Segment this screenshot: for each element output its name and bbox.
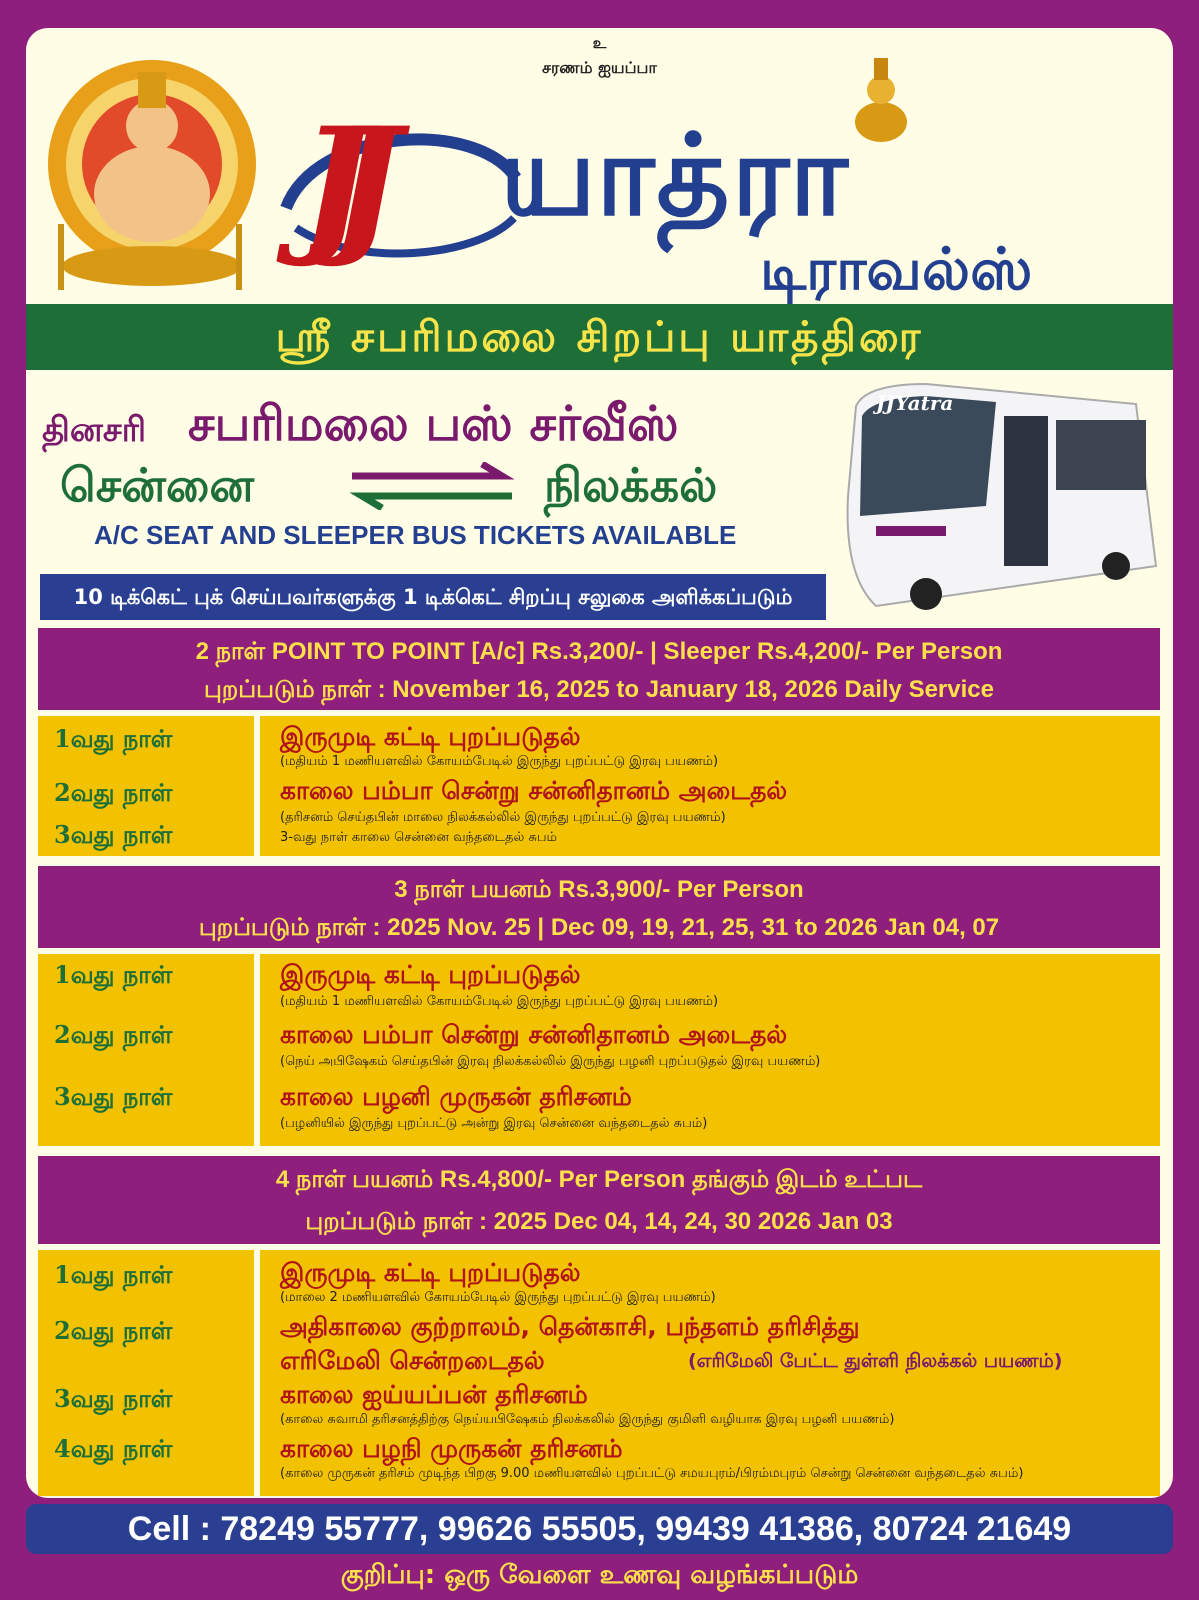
package-3-itinerary: [38, 1250, 1160, 1496]
day-label: 3வது நாள்: [54, 1384, 173, 1413]
event-title: காலை ஐய்யப்பன் தரிசனம்: [280, 1380, 588, 1409]
package-2-price: 3 நாள் பயனம் Rs.3,900/- Per Person: [394, 876, 804, 903]
package-1-itinerary: [38, 716, 1160, 856]
brand-name: யாத்ரா: [500, 111, 850, 241]
day-label: 2வது நாள்: [54, 778, 173, 807]
package-2-day-column: [38, 954, 260, 1146]
package-1-header: [38, 628, 1160, 710]
route-from: சென்னை: [60, 458, 255, 512]
day-label: 3வது நாள்: [54, 820, 173, 849]
route-to: நிலக்கல்: [544, 458, 718, 512]
day-label: 1வது நாள்: [54, 724, 173, 753]
day-label: 2வது நாள்: [54, 1020, 173, 1049]
day-label: 3வது நாள்: [54, 1082, 173, 1111]
contact-phone-numbers[interactable]: Cell : 78249 55777, 99626 55505, 99439 41386, 80724 21649: [26, 1504, 1173, 1554]
footer-note: குறிப்பு: ஒரு வேளை உணவு வழங்கப்படும்: [340, 1560, 859, 1590]
event-title: காலை பம்பா சென்று சன்னிதானம் அடைதல்: [280, 1020, 788, 1049]
event-title: அதிகாலை குற்றாலம், தென்காசி, பந்தளம் தரிசித்து: [280, 1312, 860, 1341]
bus-brand-label: JJYatra: [876, 391, 954, 415]
package-3-day-column: [38, 1250, 260, 1496]
package-1-day-column: [38, 716, 260, 856]
day-label: 4வது நாள்: [54, 1434, 173, 1463]
event-title: காலை பழனி முருகன் தரிசனம்: [280, 1082, 632, 1111]
om-symbol: உ: [592, 34, 607, 52]
event-note: (நெய் அபிஷேகம் செய்தபின் இரவு நிலக்கல்லில் இருந்து பழனி புறப்படுதல் இரவு பயணம்): [280, 1054, 821, 1069]
tagline: ஸ்ரீ சபரிமலை சிறப்பு யாத்திரை: [275, 312, 924, 361]
package-3-price: 4 நாள் பயனம் Rs.4,800/- Per Person தங்கும் இடம் உட்பட: [275, 1166, 923, 1193]
event-note: (மதியம் 1 மணியளவில் கோயம்பேடில் இருந்து புறப்பட்டு இரவு பயணம்): [280, 994, 719, 1009]
day-label: 1வது நாள்: [54, 1260, 173, 1289]
service-title: சபரிமலை பஸ் சர்வீஸ்: [188, 396, 679, 452]
event-note: (பழனியில் இருந்து புறப்பட்டு அன்று இரவு சென்னை வந்தடைதல் சுபம்): [280, 1116, 708, 1131]
two-way-arrow-icon: [342, 462, 522, 510]
package-3-header: [38, 1156, 1160, 1244]
offer-banner: 10 டிக்கெட் புக் செய்பவர்களுக்கு 1 டிக்கெட் சிறப்பு சலுகை அளிக்கப்படும்: [40, 574, 826, 620]
event-note: (காலை சுவாமி தரிசனத்திற்கு நெய்யபிஷேகம் நிலக்கலில் இருந்து குமிளி வழியாக இரவு பழனி பயணம்): [280, 1412, 895, 1427]
event-title: இருமுடி கட்டி புறப்படுதல்: [280, 722, 581, 751]
tagline-band: [26, 304, 1173, 370]
event-note: (தரிசனம் செய்தபின் மாலை நிலக்கல்லில் இருந்து புறப்பட்டு இரவு பயணம்): [280, 810, 726, 825]
event-note: (மதியம் 1 மணியளவில் கோயம்பேடில் இருந்து புறப்பட்டு இரவு பயணம்): [280, 754, 719, 769]
event-title: எரிமேலி சென்றடைதல்: [280, 1346, 545, 1375]
event-note: (காலை முருகன் தரிசம் முடிந்த பிறகு 9.00 மணியளவில் புறப்பட்டு சமயபுரம்/பிரம்மபுரம் சென்று சென்னை வந்தடைதல் சுபம்): [280, 1466, 1024, 1481]
bus-illustration: [836, 376, 1166, 616]
event-title: காலை பம்பா சென்று சன்னிதானம் அடைதல்: [280, 776, 788, 805]
event-note: (எரிமேலி பேட்ட துள்ளி நிலக்கல் பயணம்): [688, 1350, 1063, 1372]
event-note: 3-வது நாள் காலை சென்னை வந்தடைதல் சுபம்: [280, 830, 558, 845]
package-3-dates: புறப்படும் நாள் : 2025 Dec 04, 14, 24, 30 2026 Jan 03: [305, 1208, 893, 1235]
brand-subtitle: டிராவல்ஸ்: [760, 235, 1033, 303]
package-2-itinerary: [38, 954, 1160, 1146]
event-note: (மாலை 2 மணியளவில் கோயம்பேடில் இருந்து புறப்பட்டு இரவு பயணம்): [280, 1290, 716, 1305]
day-label: 1வது நாள்: [54, 960, 173, 989]
package-1-price: 2 நாள் POINT TO POINT [A/c] Rs.3,200/- | Sleeper Rs.4,200/- Per Person: [195, 638, 1003, 665]
ac-availability: A/C SEAT AND SLEEPER BUS TICKETS AVAILABLE: [94, 520, 737, 550]
event-title: காலை பழநி முருகன் தரிசனம்: [280, 1434, 623, 1463]
package-1-dates: புறப்படும் நாள் : November 16, 2025 to January 18, 2026 Daily Service: [204, 676, 994, 703]
event-title: இருமுடி கட்டி புறப்படுதல்: [280, 960, 581, 989]
day-label: 2வது நாள்: [54, 1316, 173, 1345]
package-2-dates: புறப்படும் நாள் : 2025 Nov. 25 | Dec 09, 19, 21, 25, 31 to 2026 Jan 04, 07: [198, 914, 1000, 941]
daily-label: தினசரி: [42, 410, 147, 450]
event-title: இருமுடி கட்டி புறப்படுதல்: [280, 1258, 581, 1287]
logo-jj: JJ: [300, 95, 362, 271]
package-2-header: [38, 866, 1160, 948]
saranam-text: சரணம் ஐயப்பா: [542, 58, 657, 77]
